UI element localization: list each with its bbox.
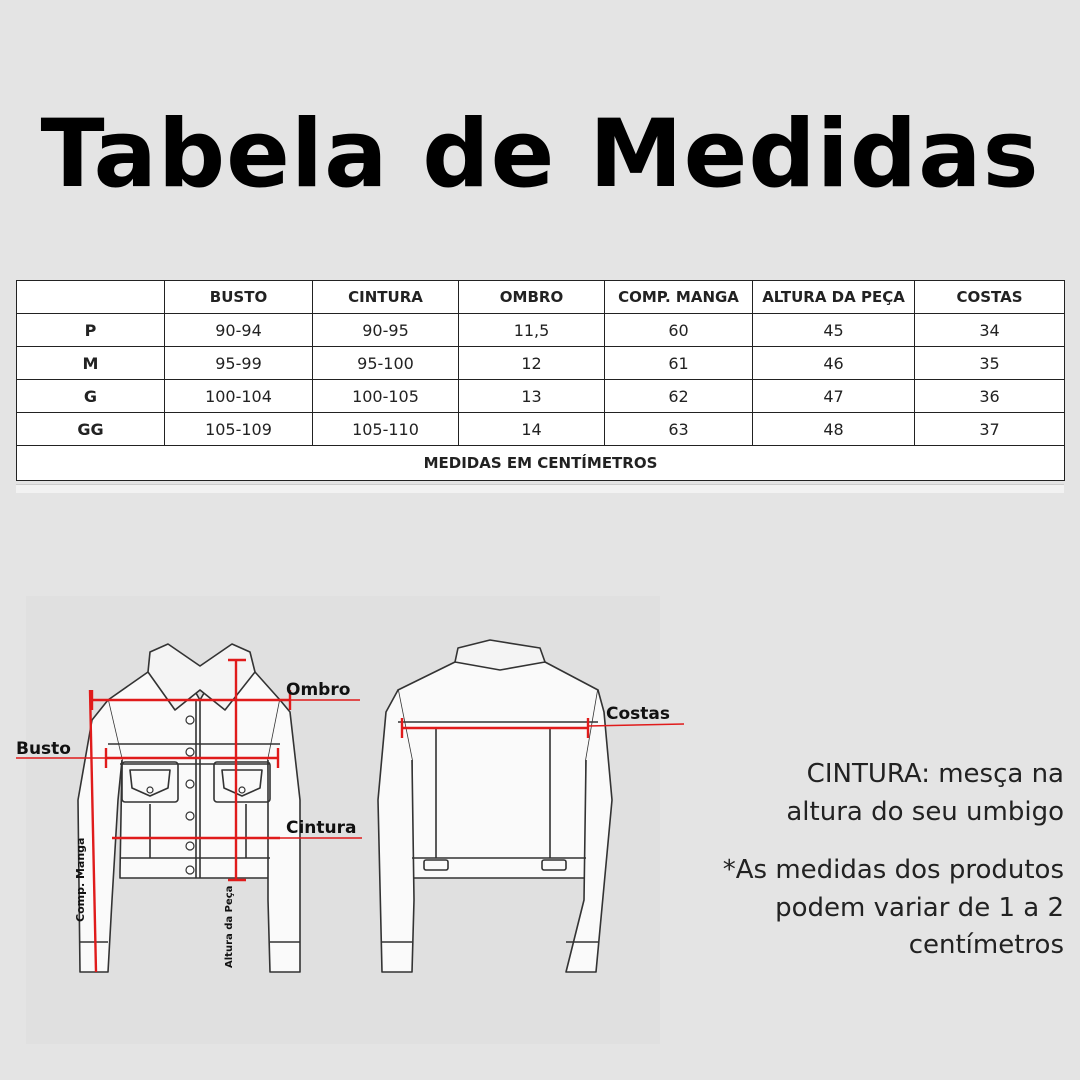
table-cell: 45 bbox=[753, 314, 915, 347]
table-cell: 95-100 bbox=[313, 347, 459, 380]
size-label: GG bbox=[17, 413, 165, 446]
busto-label: Busto bbox=[16, 739, 71, 759]
table-cell: 11,5 bbox=[459, 314, 605, 347]
table-cell: 12 bbox=[459, 347, 605, 380]
header-cell: ALTURA DA PEÇA bbox=[753, 281, 915, 314]
size-label: P bbox=[17, 314, 165, 347]
cintura-label: Cintura bbox=[286, 818, 357, 838]
table-cell: 61 bbox=[605, 347, 753, 380]
units-note: MEDIDAS EM CENTÍMETROS bbox=[17, 446, 1065, 481]
table-cell: 100-105 bbox=[313, 380, 459, 413]
table-cell: 34 bbox=[915, 314, 1065, 347]
table-cell: 36 bbox=[915, 380, 1065, 413]
header-cell: COSTAS bbox=[915, 281, 1065, 314]
front-jacket-drawing bbox=[78, 644, 300, 972]
table-cell: 13 bbox=[459, 380, 605, 413]
table-cell: 35 bbox=[915, 347, 1065, 380]
header-cell: CINTURA bbox=[313, 281, 459, 314]
page-title: Tabela de Medidas bbox=[40, 100, 1040, 209]
waist-instruction: CINTURA: mesça na altura do seu umbigo bbox=[786, 759, 1064, 827]
table-cell: 48 bbox=[753, 413, 915, 446]
table-cell: 100-104 bbox=[165, 380, 313, 413]
table-cell: 63 bbox=[605, 413, 753, 446]
size-label: G bbox=[17, 380, 165, 413]
table-cell: 62 bbox=[605, 380, 753, 413]
header-cell: OMBRO bbox=[459, 281, 605, 314]
table-cell: 14 bbox=[459, 413, 605, 446]
altura-peca-label: Altura da Peça bbox=[224, 885, 235, 968]
table-cell: 90-95 bbox=[313, 314, 459, 347]
table-cell: 95-99 bbox=[165, 347, 313, 380]
size-label: M bbox=[17, 347, 165, 380]
ombro-label: Ombro bbox=[286, 680, 351, 700]
header-cell: COMP. MANGA bbox=[605, 281, 753, 314]
back-jacket-drawing bbox=[378, 640, 612, 972]
table-cell: 90-94 bbox=[165, 314, 313, 347]
table-cell: 105-110 bbox=[313, 413, 459, 446]
table-cell: 105-109 bbox=[165, 413, 313, 446]
header-cell: BUSTO bbox=[165, 281, 313, 314]
costas-label: Costas bbox=[606, 704, 670, 724]
table-cell: 47 bbox=[753, 380, 915, 413]
comp-manga-label: Comp. Manga bbox=[74, 837, 87, 922]
table-cell: 46 bbox=[753, 347, 915, 380]
table-cell: 60 bbox=[605, 314, 753, 347]
variation-disclaimer: *As medidas dos produtos podem variar de 1 a 2 centímetros bbox=[722, 855, 1064, 961]
table-cell: 37 bbox=[915, 413, 1065, 446]
